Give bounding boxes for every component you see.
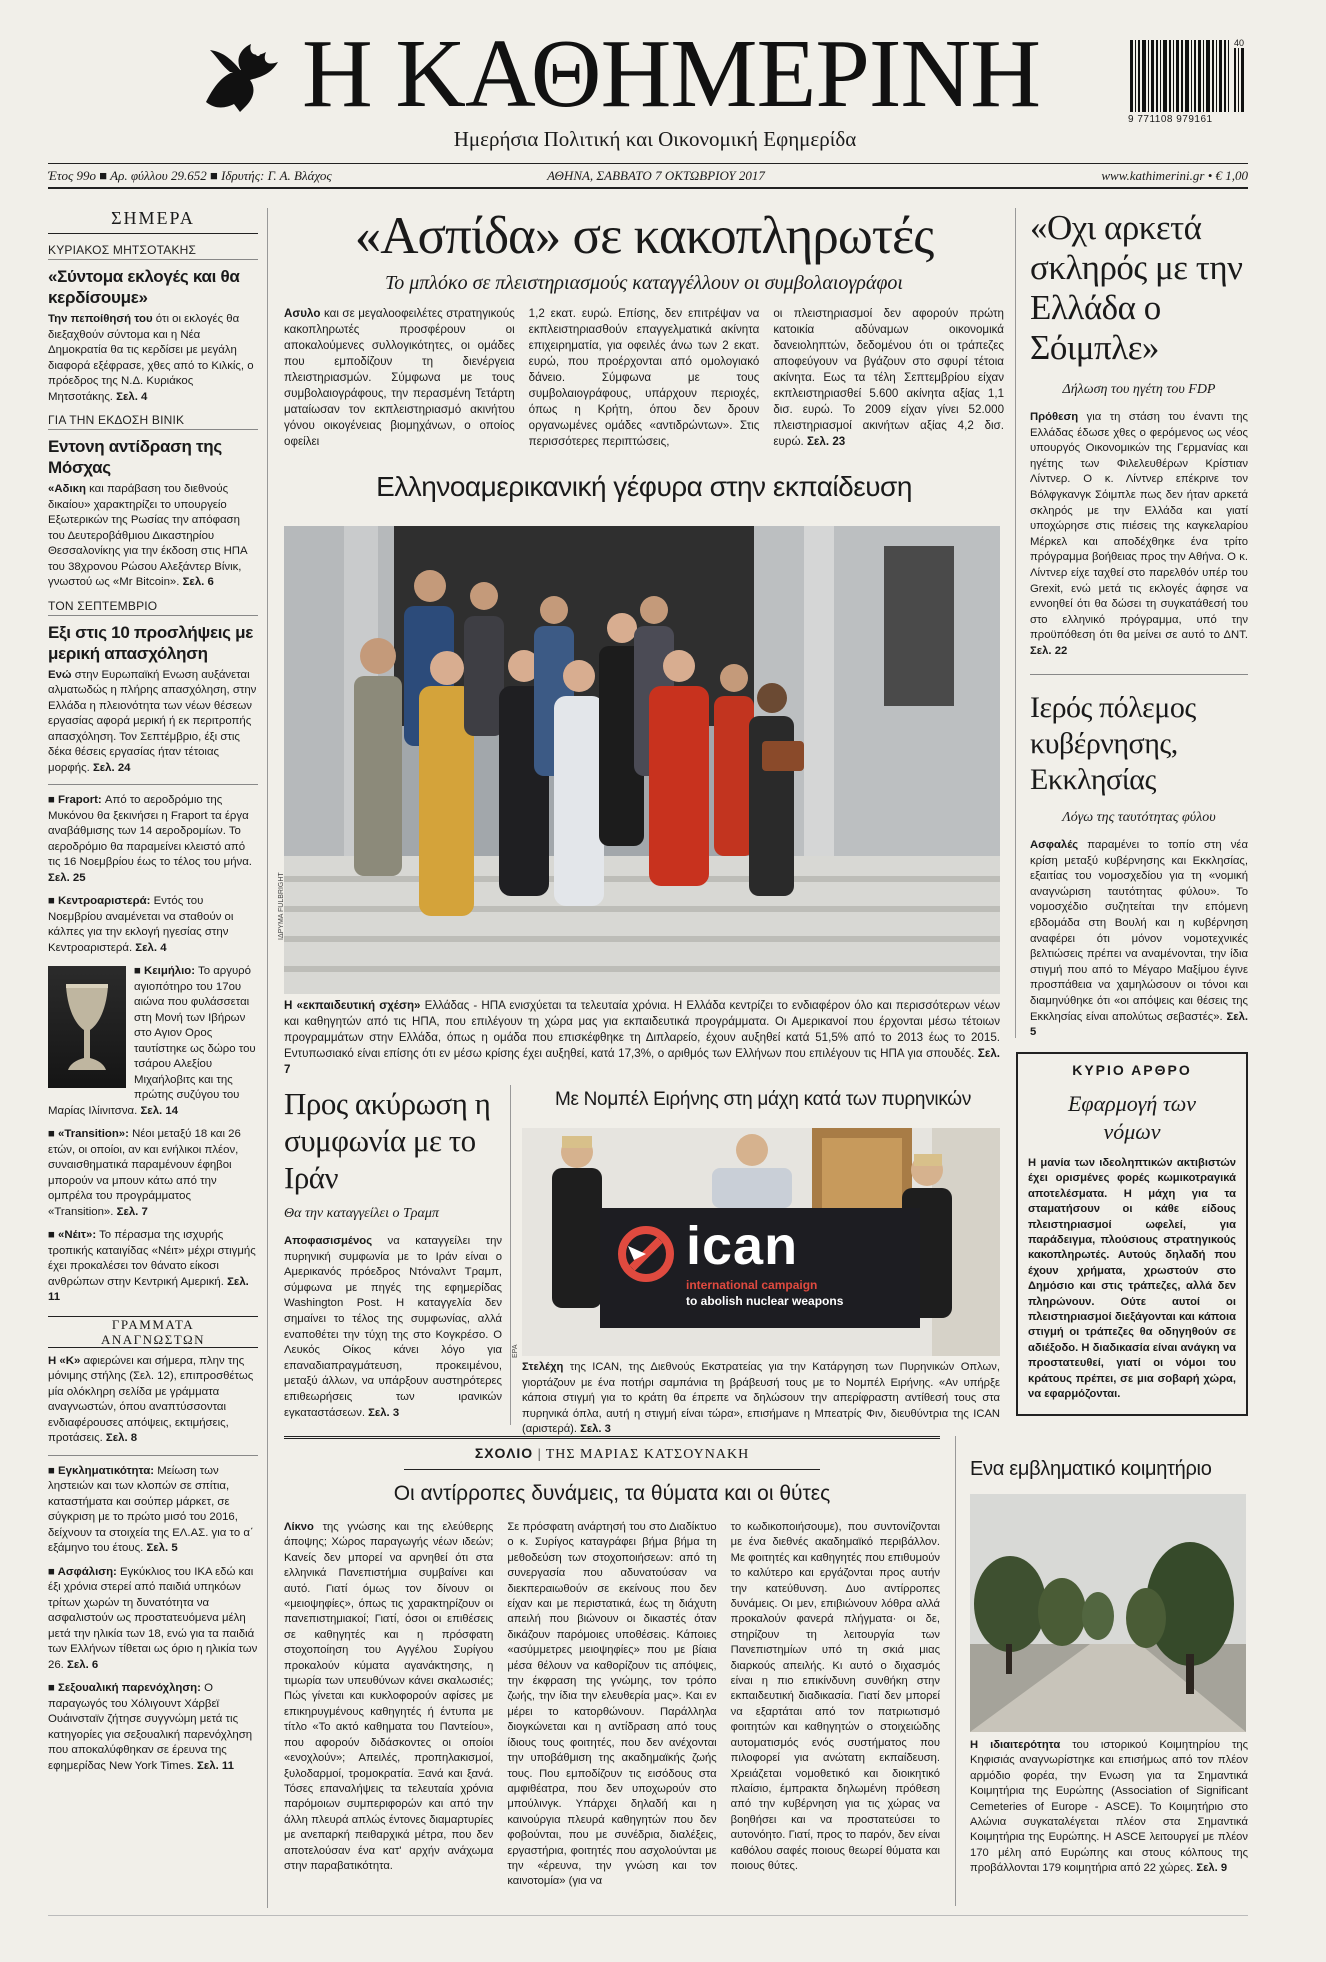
sidebar-item (48, 413, 258, 591)
separator-icon: ■ (99, 168, 111, 183)
cemetery-photo (970, 1494, 1246, 1732)
fulbright-group-photo (284, 526, 1000, 994)
sidebar-bullet: ■ «Transition»: Νέοι μεταξύ 18 και 26 ετών, οι οποίοι, αν και ενήλικοι πλέον, συναισθηματικά παραμένουν έφηβοι μπορούν να μπουν κάτω από την ομπρέλα του προγράμματος «Transition». Σελ. 7 (48, 1128, 241, 1218)
bullet-icon: ■ (48, 794, 59, 806)
sidebar-kicker: ΤΟΝ ΣΕΠΤΕΜΒΡΙΟ (48, 599, 258, 616)
holy-war-subhead: Λόγω της ταυτότητας φύλου (1062, 810, 1216, 825)
column-story (284, 1436, 940, 1911)
separator-icon: ■ (209, 168, 222, 183)
main-story (284, 206, 1004, 451)
right-rule (1030, 674, 1248, 675)
sidebar-bullet: ■ Κειμήλιο: Το αργυρό αγιοπότηρο του 17ου αιώνα που φυλάσσεται στη Μονή των Ιβήρων στο Αγιον Ορος ταυτίστηκε ως δώρο του τσάρου Αλεξίου Μιχαήλοβιτς και της πρώτης συζύγου του Μαρίας Ιλίινιτσνα. Σελ. 14 (48, 965, 256, 1117)
sidebar-headline: «Σύντομα εκλογές και θα κερδίσουμε» (48, 267, 240, 307)
editorial-header: ΚΥΡΙΟ ΑΡΘΡΟ (1072, 1062, 1192, 1078)
main-subhead: Το μπλόκο σε πλειστηριασμούς καταγγέλλουν οι συμβολαιογράφοι (385, 272, 903, 294)
main-story-col: οι πλειστηριασμοί δεν αφορούν πρώτη κατοικία αδύναμων οικονομικά δανειοληπτών, δεδομένου ότι οι τράπεζες αποφεύγουν να βγάζουν στο σφυρί τέτοια ακίνητα. Εως τα τέλη Σεπτεμβρίου είχαν εκπλειστηριασθεί 5.600 ακίνητα αξίας 1,1 δισ. ευρώ. Το 2009 είχαν γίνει 52.000 πλειστηριασμοί ακινήτων αξίας 4,2 δισ. ευρώ. Σελ. 23 (773, 307, 1005, 448)
price: € 1,00 (1215, 168, 1248, 183)
nobel-headline[interactable]: Με Νομπέλ Ειρήνης στη μάχη κατά των πυρηνικών (554, 1089, 972, 1110)
column-rule (267, 208, 268, 1908)
sidebar-bullet: ■ Σεξουαλική παρενόχληση: Ο παραγωγός του Χόλιγουντ Χάρβεϊ Ουάινσταϊν ζήτησε συγγνώμη μετά τις κατηγορίες για σεξουαλική παρενόχληση που αποκαλύφθηκαν σε έρευνα της εφημερίδας New York Times. Σελ. 11 (48, 1682, 253, 1772)
column-rule (955, 1436, 956, 1906)
column-rule (1015, 208, 1016, 1038)
masthead-info-right (1040, 168, 1248, 184)
sidebar-text: «Αδικη και παράβαση του διεθνούς δικαίου» χαρακτηρίζει το υπουργείο Εξωτερικών της Ρωσίας την απόφαση του Δευτεροβάθμιου Δικαστηρίου Θεσσαλονίκης για την έκδοση στις ΗΠΑ του 38χρονου Ρώσου Αλεξάντερ Βίνικ, γνωστού ως «Mr Bitcoin». Σελ. 6 (48, 483, 247, 588)
schaeuble-subhead: Δήλωση του ηγέτη του FDP (1062, 382, 1216, 397)
bridge-headline[interactable]: Ελληνοαμερικανική γέφυρα στην εκπαίδευση (376, 471, 912, 502)
barcode (1128, 40, 1248, 140)
bullet-icon: ■ (48, 1682, 59, 1694)
sidebar-bullet: ■ Κεντροαριστερά: Εντός του Νοεμβρίου αναμένεται να σταθούν οι κάλπες για την εκλογή ηγεσίας στην Κεντροαριστερά. Σελ. 4 (48, 895, 234, 954)
bullet-icon: ■ (134, 965, 145, 977)
bullet-icon: ■ (48, 1565, 58, 1578)
iran-headline[interactable]: Προς ακύρωση η συμφωνία με το Ιράν (284, 1086, 491, 1195)
holy-war-story (1030, 690, 1248, 1039)
newspaper-title: Η ΚΑΘΗΜΕΡΙΝΗ (302, 20, 1041, 128)
holy-war-headline[interactable]: Ιερός πόλεμος κυβέρνησης, Εκκλησίας (1030, 691, 1196, 796)
issue-date: ΑΘΗΝΑ, ΣΑΒΒΑΤΟ 7 ΟΚΤΩΒΡΙΟΥ 2017 (547, 168, 765, 183)
letters-box (48, 1316, 258, 1447)
editorial-title[interactable]: Εφαρμογή των νόμων (1067, 1091, 1196, 1144)
iran-subhead: Θα την καταγγείλει ο Τραμπ (284, 1206, 439, 1221)
barcode-number: 9 771108 979161 (1128, 114, 1213, 125)
byline-divider: | (537, 1447, 546, 1462)
ican-photo (512, 1128, 1000, 1358)
sidebar-item (48, 599, 258, 777)
column-col: Λίκνο της γνώσης και της ελεύθερης άποψης; Χώρος παραγωγής νέων ιδεών; Κανείς δεν μπορεί να αρνηθεί ότι στα ελληνικά Πανεπιστήμια συμβαίνει και αυτό. Γιατί όμως τον δίνουν οι «μειοψηφίες», όπως τις χαρακτηρίζουν οι πανεπιστημιακοί; Γιατί, όσοι οι επιθέσεις σε καθηγητές και η πρόσφατη στοχοποίηση του Αγγέλου Συρίγου προκαλούν κύματα αγανάκτησης, η τιμωρία των υπευθύνων κάνει σκαλωσιές; Πώς γίνεται και κυκλοφορούν αφίσες με επικηρυγμένους καθηγητές ή έντυπα με τίτλο «Το ακτό καθηματα του Παντείου», που αφορούν διδάσκοντες οι οποίοι «ενοχλούν»; Απειλές, προπηλακισμοί, ξυλοδαρμοί, τρομοκρατία. Ξανά και ξανά. Τόσες επαναλήψεις τα τελευταία χρόνια παρόμοιων συμπεριφορών και από την άλλη πλευρά απλώς έντονες διαμαρτυρίες με ανεπαρκή πειθαρχικά μέτρα, που δεν αποτελούσαν ένα κατ' αρχήν ανάχωμα στην παραβατικότητα. (284, 1521, 494, 1872)
ican-banner (602, 1210, 920, 1328)
letters-header: ΓΡΑΜΜΑΤΑ ΑΝΑΓΝΩΣΤΩΝ (48, 1316, 258, 1348)
barcode-issue: 40 (1234, 38, 1245, 48)
website-link[interactable]: www.kathimerini.gr (1101, 168, 1205, 183)
photo-credit: ΙΔΡΥΜΑ FULBRIGHT (278, 872, 285, 940)
nobel-caption: Στελέχη της ICAN, της Διεθνούς Εκστρατείας για την Κατάργηση των Πυρηνικών Οπλων, γιορτάζουν με ένα ποτήρι σαμπάνια τη βράβευσή τους με το Νομπέλ Ειρήνης. «Αν υπήρξε κάποια στιγμή για το κράτη θα έπρεπε να δηλώσουν την απερίφραστη αντίθεσή τους στα πυρηνικά όπλα, αυτή η στιγμή είναι τώρα», επισήμανε η Μπεατρίς Φιν, διευθύντρια της ICAN (αριστερά). Σελ. 3 (522, 1361, 1000, 1435)
masthead-info-left (48, 168, 332, 184)
sidebar-item (48, 243, 258, 405)
bullet-icon: ■ (48, 1128, 59, 1140)
iran-text: Αποφασισμένος να καταγγείλει την πυρηνική συμφωνία με το Ιράν είναι ο Αμερικανός πρόεδρος Ντόναλντ Τραμπ, σύμφωνα με πηγές της εφημερίδας Washington Post. Η καταγγελία δεν σημαίνει το τέλος της συμφωνίας, αλλά εναποθέτει την τύχη της στο Κογκρέσο. Ο Λευκός Οίκος κάνει λόγο για επαναδιαπραγμάτευση, προκειμένου, μεταξύ άλλων, να υπάρξουν αυστηρότερες επιθεωρήσεις των ιρανικών εγκαταστάσεων. Σελ. 3 (284, 1235, 502, 1419)
founder: Ιδρυτής: Γ. Α. Βλάχος (221, 168, 332, 183)
main-story-col: Ασυλο και σε μεγαλοοφειλέτες στρατηγικούς κακοπληρωτές προσφέρουν οι αποκαλούμενες συλλογικότητες, οι ομάδες που εμποδίζουν τη διενέργεια πλειστηριασμών. Σύμφωνα με τους συμβολαιογράφους, την περασμένη Τετάρτη ματαίωσαν τον εκπλειστηριασμό ακινήτου γόνου οικογένειας βιομηχάνων, ο οποίος οφείλει (284, 307, 515, 448)
main-story-col: 1,2 εκατ. ευρώ. Επίσης, δεν επιτρέψαν να εκπλειστηριασθούν επαγγελματικά ακίνητα επιχειρηματία, για οφειλές άνω των 2 εκατ. ευρώ, που προέρχονται από ομολογιακό δάνειο. Σύμφωνα με τους συμβολαιογράφους, υπάρχουν περιοχές, όπως η Κρήτη, όπου δεν δρουν οργανωμένες ομάδες «αντιδρώντων». Στις περισσότερες περιπτώσεις, (528, 307, 760, 448)
cemetery-headline[interactable]: Ενα εμβληματικό κοιμητήριο (970, 1458, 1212, 1480)
schaeuble-text: Πρόθεση για τη στάση του έναντι της Ελλάδας έδωσε χθες ο φερόμενος ως νέος υπουργός Οικονομικών της Γερμανίας και ηγέτης των Φιλελευθέρων Κρίστιαν Λίντνερ. Ο κ. Λίντνερ επέκρινε τον Βόλφγκανγκ Σόιμπλε πως δεν ήταν αρκετά σκληρός με την Ελλάδα και γιατί υποχώρησε στις πιέσεις της καγκελαρίου Μέρκελ και αποδέχθηκε ένα τρίτο πρόγραμμα βοήθειας προς την Αθήνα. Ο κ. Λίντνερ είχε ταχθεί στο παρελθόν υπέρ του Grexit, ενώ μετά τις εκλογές άφησε να εννοηθεί ότι θα δώσει τη συγκατάθεσή του στο ελληνικό πρόγραμμα, υπό την προϋπόθεση ότι θα μείνει σε αυτό το ΔΝΤ. Σελ. 22 (1030, 411, 1248, 657)
masthead-rule-bottom (48, 187, 1248, 189)
column-rule (510, 1085, 511, 1425)
column-col: το κωδικοποιήσουμε), που συντονίζονται με ένα διεθνές ακαδημαϊκό περιβάλλον. Με φοιτητές και καθηγητές που επιθυμούν το καλύτερο και εργάζονται προς αυτήν την κατεύθυνση. Δυο αντίρροπες δυνάμεις. Οι μεν, επιβιώνουν λόθρα αλλά προκαλούν φανερά πλήγματα· οι δε, στηρίζουν τη λειτουργία των Πανεπιστημίων υπό τη σκιά μιας διαρκούς απειλής. Κι αυτό ο διχασμός είναι η πιο επικίνδυνη συνθήκη στην εκπαιδευτική διαδικασία. Γιατί δεν μπορεί να εξαρτάται από τον πατριωτισμό φοιτητών και καθηγητών ο στοιχειώδης αυτοματισμός ενός συστήματος που πιλοφορεί για ανώτατη εκπαίδευση. Χρειάζεται νομοθετικό και διοικητικό πλαίσιο, έμπρακτα δηλωμένη πρόθεση από την κυβέρνηση για τις χώρας να βοηθήσει και να προστατεύσει το αυτονόητο. Γιατί, προς το παρόν, δεν είναι καθόλου σαφές ποιους θεωρεί θύματα και ποιους θύτες. (730, 1521, 940, 1872)
ican-banner-main: ican (686, 1216, 799, 1276)
masthead (0, 0, 1326, 190)
column-section: ΣΧΟΛΙΟ (474, 1445, 534, 1461)
group-photo-icon (284, 526, 1000, 994)
bridge-caption: Η «εκπαιδευτική σχέση» Ελλάδας - ΗΠΑ ενισχύεται τα τελευταία χρόνια. Η Ελλάδα κεντρίζει το ενδιαφέρον όλο και περισσότερων νέων και καθηγητών από τις ΗΠΑ, που επιλέγουν τη χώρα μας για εκπαιδευτικά προγράμματα. Οι Αμερικανοί που έρχονται μέσω τέτοιων προγραμμάτων στην Ελλάδα, όπως η ομάδα που επισκέφθηκε τη Διπλαρείο, έχουν αυξηθεί κατά 51,5% από το 2013 έως το 2015. Εντυπωσιακό είναι επίσης ότι εν μέσω κρίσης έχει αυξηθεί, κατά 17,3%, ο αριθμός των Ελλήνων που επιλέγουν τις ΗΠΑ για σπουδές. Σελ. 7 (284, 999, 1001, 1076)
sidebar (48, 208, 258, 1908)
sidebar-bullet: ■ Ασφάλιση: Εγκύκλιος του ΙΚΑ εδώ και έξι χρόνια στερεί από παιδιά υπηκόων τρίτων χωρών τη δυνατότητα να ασφαλιστούν ως προστατευόμενα μέλη μετά την ηλικία των 18, ενώ για τα παιδιά των Ελλήνων τίθεται ως όριο η ηλικία των 26. Σελ. 6 (48, 1565, 258, 1671)
ican-banner-line1: international campaign (686, 1278, 818, 1292)
iran-story (284, 1085, 502, 1435)
ican-banner-line2: to abolish nuclear weapons (686, 1294, 844, 1308)
sidebar-bullet: ■ Fraport: Από το αεροδρόμιο της Μυκόνου θα ξεκινήσει η Fraport τα έργα αναβάθμισης των 14 αεροδρομίων. Το αεροδρόμιο θα παραμείνει κλειστό από τις 16 Νοεμβρίου έως το τέλος του μήνα. Σελ. 25 (48, 794, 252, 884)
chalice-photo (48, 966, 126, 1088)
holy-war-text: Ασφαλές παραμένει το τοπίο στη νέα κρίση μεταξύ κυβέρνησης και Εκκλησίας, εξαιτίας του νομοσχεδίου για τη «νομική αναγνώριση ταυτότητας φύλου». Το νομοσχέδιο συζητείται την επόμενη εβδομάδα στη Βουλή και η κυβέρνηση αναφέρει ότι μόνον νομοτεχνικές βελτιώσεις πρέπει να αναμένονται, την ίδια στιγμή που από το Μέγαρο Μαξίμου έγινε προσπάθεια να χαμηλώσουν οι τόνοι και διαμηνύθηκε ότι «οι απόψεις και θέσεις της Εκκλησίας είναι απολύτως σεβαστές». Σελ. 5 (1030, 839, 1248, 1039)
main-headline[interactable]: «Ασπίδα» σε κακοπληρωτές (354, 207, 934, 265)
page-bottom-rule (48, 1915, 1248, 1916)
letters-text: Η «Κ» αφιερώνει και σήμερα, πλην της μόνιμης στήλης (Σελ. 12), επιπροσθέτως μία ολόκληρη σελίδα με γράμματα αναγνωστών, όπου αναπτύσσονται ενδιαφέρουσες απόψεις, εκτιμήσεις, προτάσεις. Σελ. 8 (48, 1354, 254, 1444)
column-col: Σε πρόσφατη ανάρτησή του στο Διαδίκτυο ο κ. Συρίγος καταγράφει βήμα βήμα τη μεθοδεύση των στοχοποιήσεων: από τη συνεργασία που αδυνατούσαν να διεκπεραιωθούν σε εκείνους που δεν είχαν και με περιστατικά, έως τη διάχυτη απειλή που βιώνουν οι δικαστές όταν δικάζουν παρόμοιες υποθέσεις. Κάποιες «ασύμμετρες μειοψηφίες» που με βίαια μέσα θέλουν να καθορίζουν τις απόψεις, την έκφραση της γνώμης, τον τρόπο ζωής, την ίδια την ελευθερία μας». Και εν μέρει το κατορθώνουν. Παράλληλα διογκώνεται και η αντίδραση από τους ίδιους τους φοιτητές, που δεν ανέχονται την υποβάθμιση της ακαδημαϊκής ζωής τους. Που εμποδίζουν τις εισόδους στα αμφιθέατρα, που δεν υποχωρούν στο μπούλινγκ. Υπάρχει δηλαδή και η καινούργια πλευρά καθηγητών που δεν φοβούνται, που με συνέδρια, διαλέξεις, εργαστήρια, φοιτητές που ασχολούνται με την «έρευνα, την γνώση και τον καινοτομία» (για να (507, 1521, 717, 1888)
cemetery-text: Η ιδιαιτερότητα του ιστορικού Κοιμητηρίου της Κηφισιάς αναγνωρίστηκε και επισήμως από τον πλέον αρμόδιο φορέα, την Ενωση για τα Σημαντικά Κοιμητήρια της Ευρώπης (Association of Significant Cemeteries of Europe - ASCE). Το Κοιμητήριο στο Αλώνια συγκαταλέγεται πλέον στα Σημαντικά Κοιμητήρια της Ευρώπης. Η ASCE λειτουργεί με πλέον 170 μέλη από Ευρώπης και στους κόλπους της προβάλλονται 179 κοιμητήρια από 22 χώρες. Σελ. 9 (970, 1739, 1248, 1875)
issue-number: Αρ. φύλλου 29.652 (110, 168, 207, 183)
schaeuble-story (1030, 208, 1248, 668)
bullet-icon: ■ (48, 895, 59, 907)
separator-icon: • (1207, 168, 1216, 183)
cemetery-story (970, 1456, 1248, 1906)
masthead-rule-top (48, 163, 1248, 164)
editorial-text: Η μανία των ιδεοληπτικών ακτιβιστών έχει ορισμένες φορές κωμικοτραγικά αποτελέσματα. Η μάχη για τα σταματήσουν οι κάθε είδους πλειστηριασμοί ωφελεί, για παράδειγμα, πλούσιους στρατηγικούς κακοπληρωτές. Αυτούς δηλαδή που έχουν χρήματα, χρωστούν στο Δημόσιο και στις τράπεζες, αλλά δεν πληρώνουν. Ούτε αυτοί οι πλειστηριασμοί διεξάγονται και κάποια στιγμή οι τράπεζες θα οδηγηθούν σε αδιέξοδο. Η διαδικασία είναι ανάγκη να προστατευθεί, γιατί οι νόμοι του κράτους πρέπει, σε μια σοβαρή χώρα, να εφαρμόζονται. (1028, 1157, 1236, 1401)
nobel-story (512, 1088, 1004, 1435)
bullet-icon: ■ (48, 1464, 59, 1477)
barcode-icon (1128, 40, 1248, 112)
sidebar-bullet: ■ Εγκληματικότητα: Μείωση των ληστειών και των κλοπών σε σπίτια, καταστήματα και σούπερ μάρκετ, σε σύγκριση με το πρώτο μισό του 2016, δείχνουν τα στοιχεία της ΕΛ.ΑΣ. για το α΄ εξάμηνο του έτους. Σελ. 5 (48, 1464, 254, 1554)
cemetery-trees-icon (970, 1494, 1246, 1732)
sidebar-headline: Εντονη αντίδραση της Μόσχας (48, 437, 222, 477)
sidebar-bullet: ■ «Νέιτ»: Το πέρασμα της ισχυρής τροπικής καταιγίδας «Νέιτ» μέχρι στιγμής έχει προκαλέσει τον θάνατο είκοσι ανθρώπων στην Κεντρική Αμερική. Σελ. 11 (48, 1229, 256, 1303)
column-headline[interactable]: Οι αντίρροπες δυνάμεις, τα θύματα και οι θύτες (393, 1482, 831, 1505)
bridge-story (278, 470, 1004, 1076)
sidebar-kicker: ΚΥΡΙΑΚΟΣ ΜΗΤΣΟΤΑΚΗΣ (48, 243, 258, 260)
column-byline (284, 1445, 940, 1463)
chalice-icon (48, 966, 126, 1088)
sidebar-text: Ενώ στην Ευρωπαϊκή Ενωση αυξάνεται αλματωδώς η πλήρης απασχόληση, στην Ελλάδα η πλειονότητα των νέων θέσεων εργασίας αφορά μερική ή εκ περιτροπής απασχόληση. Τον Σεπτέμβριο, έξι στις δέκα θέσεις εργασίας ήταν τέτοιας μορφής. Σελ. 24 (48, 668, 257, 774)
ican-logo-icon (616, 1224, 676, 1284)
photo-credit: EPA (512, 1344, 519, 1358)
editorial-box (1016, 1052, 1248, 1416)
sidebar-headline: Εξι στις 10 προσλήψεις με μερική απασχόληση (48, 622, 254, 663)
year: Έτος 99ο (48, 168, 97, 183)
column-author: ΤΗΣ ΜΑΡΙΑΣ ΚΑΤΣΟΥΝΑΚΗ (545, 1447, 750, 1462)
sidebar-header: ΣΗΜΕΡΑ (48, 208, 258, 234)
newspaper-subtitle: Ημερήσια Πολιτική και Οικονομική Εφημερίδα (453, 127, 857, 151)
sidebar-text: Την πεποίθησή του ότι οι εκλογές θα διεξαχθούν σύντομα και η Νέα Δημοκρατία θα τις κερδίσει με μεγάλη διαφορά εξέφρασε, χθες από το Κιλκίς, ο πρόεδρος της Ν.Δ. Κυριάκος Μητσοτάκης. Σελ. 4 (48, 313, 254, 403)
bullet-icon: ■ (48, 1229, 59, 1241)
griffin-logo-icon (196, 32, 286, 120)
sidebar-kicker: ΓΙΑ ΤΗΝ ΕΚΔΟΣΗ ΒΙΝΙΚ (48, 413, 258, 430)
schaeuble-headline[interactable]: «Οχι αρκετά σκληρός με την Ελλάδα ο Σόιμπλε» (1030, 208, 1243, 367)
